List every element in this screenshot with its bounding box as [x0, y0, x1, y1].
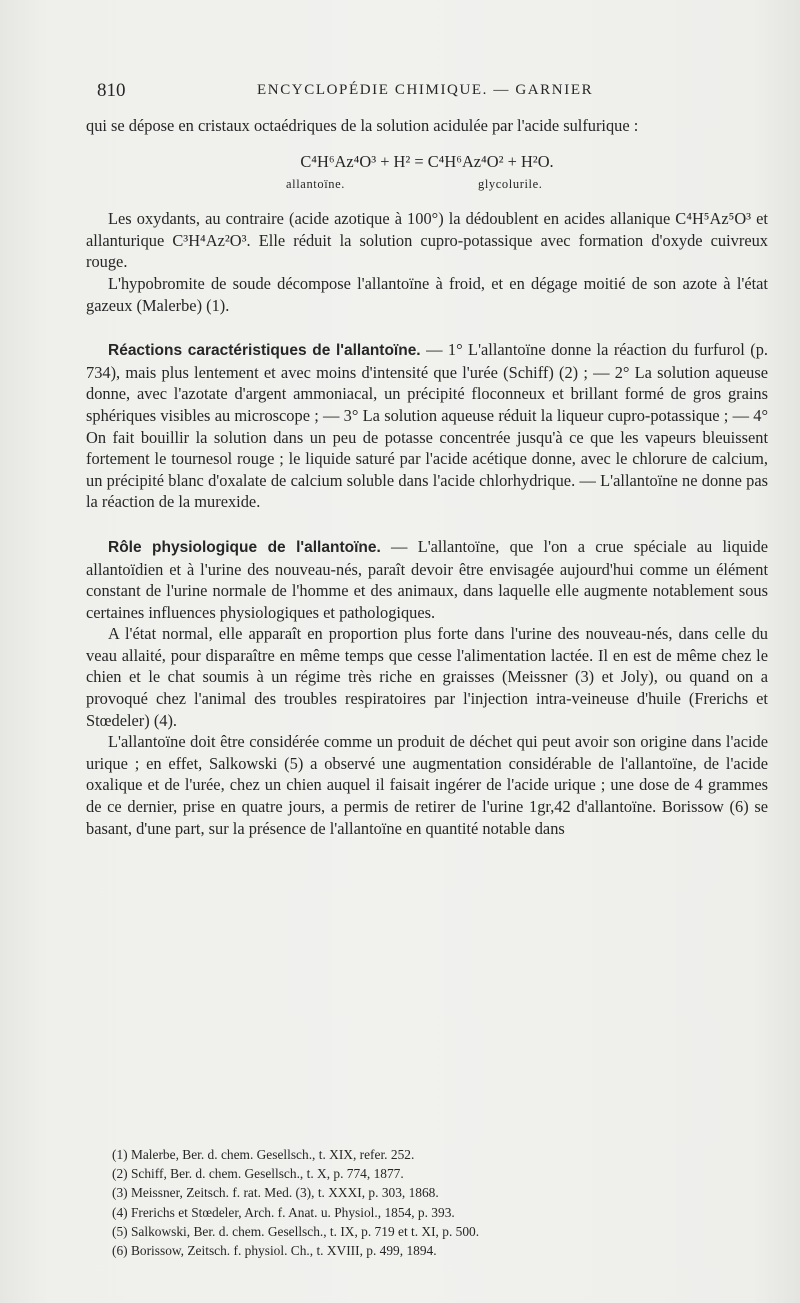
running-title: ENCYCLOPÉDIE CHIMIQUE. — GARNIER — [257, 82, 594, 98]
main-text — [86, 115, 768, 839]
role-text: — L'allantoïne, que l'on a crue spéciale au liquide allantoïdien et à l'urine des nouveau-nés, paraît devoir être envisagée aujourd'hui comme un élément constant de l'urine normale de l'homme et des animaux, dans laquelle elle augmente notablement sous certaines influences physiologiques et pathologiques. — [86, 536, 768, 622]
footnote: (2) Schiff, Ber. d. chem. Gesellsch., t. X, p. 774, 1877. — [112, 1166, 404, 1182]
section-heading-role: Rôle physiologique de l'allantoïne. — [108, 538, 381, 556]
footnotes — [112, 1145, 752, 1260]
footnote: (5) Salkowski, Ber. d. chem. Gesellsch., t. IX, p. 719 et t. XI, p. 500. — [112, 1223, 480, 1239]
chemical-equation: C⁴H⁶Az⁴O³ + H² = C⁴H⁶Az⁴O² + H²O. — [300, 151, 554, 171]
paragraph-oxydants: Les oxydants, au contraire (acide azotique à 100°) la dédoublent en acides allanique C⁴H⁵Az⁵O³ et allanturique C³H⁴Az²O³. Elle réduit la solution cupro-potassique avec formation d'oxyde cuivreux rouge. — [86, 209, 768, 272]
page-number: 810 — [97, 80, 126, 101]
page-header — [97, 80, 752, 104]
footnote: (1) Malerbe, Ber. d. chem. Gesellsch., t. XIX, refer. 252. — [112, 1147, 415, 1162]
paragraph-hypobromite: L'hypobromite de soude décompose l'allantoïne à froid, et en dégage moitié de son azote à l'état gazeux (Malerbe) (1). — [86, 273, 768, 315]
paragraph-intro: qui se dépose en cristaux octaédriques de la solution acidulée par l'acide sulfurique : — [86, 116, 639, 135]
footnote: (4) Frerichs et Stœdeler, Arch. f. Anat. u. Physiol., 1854, p. 393. — [112, 1204, 455, 1220]
label-glycolurile: glycolurile. — [478, 177, 543, 192]
equation-labels — [86, 172, 768, 194]
footnote: (6) Borissow, Zeitsch. f. physiol. Ch., t. XVIII, p. 499, 1894. — [112, 1243, 437, 1259]
paragraph-etat-normal: A l'état normal, elle apparaît en proportion plus forte dans l'urine des nouveau-nés, dans celle du veau allaité, pour disparaître en même temps que cesse l'alimentation lactée. Il en est de même chez le chien et le chat soumis à un régime très riche en graisses (Meissner (3) et Joly), ou quand on a provoqué chez l'animal des troubles respiratoires par l'injection intra-veineuse d'huile (Frerichs et Stœdeler) (4). — [86, 624, 768, 730]
footnote: (3) Meissner, Zeitsch. f. rat. Med. (3), t. XXXI, p. 303, 1868. — [112, 1185, 439, 1201]
section-heading-reactions: Réactions caractéristiques de l'allantoïne. — [108, 342, 421, 360]
paragraph-dechet: L'allantoïne doit être considérée comme un produit de déchet qui peut avoir son origine dans l'acide urique ; en effet, Salkowski (5) a observé une augmentation considérable de l'allantoïne, de l'acide oxalique et de l'urée, chez un chien auquel il faisait ingérer de l'acide urique ; une dose de 4 grammes de ce dernier, prise en quatre jours, a permis de retirer de l'urine 1gr,42 d'allantoïne. Borissow (6) se basant, d'une part, sur la présence de l'allantoïne en quantité notable dans — [86, 732, 768, 838]
paragraph-reactions — [86, 339, 768, 513]
reactions-text: — 1° L'allantoïne donne la réaction du furfurol (p. 734), mais plus lentement et avec moins d'intensité que l'urée (Schiff) (2) ; — 2° La solution aqueuse donne, avec l'azotate d'argent ammoniacal, un précipité floconneux et brillant formé de gros grains sphériques visibles au microscope ; — 3° La solution aqueuse réduit la liqueur cupro-potassique ; — 4° On fait bouillir la solution dans un peu de potasse concentrée jusqu'à ce que les vapeurs bleuissent fortement le tournesol rouge ; le liquide saturé par l'acide acétique donne, avec le chlorure de calcium, un précipité blanc d'oxalate de calcium soluble dans l'acide chlorhydrique. — L'allantoïne ne donne pas la réaction de la murexide. — [86, 340, 768, 512]
label-allantoine: allantoïne. — [286, 177, 346, 192]
paragraph-role — [86, 536, 768, 623]
